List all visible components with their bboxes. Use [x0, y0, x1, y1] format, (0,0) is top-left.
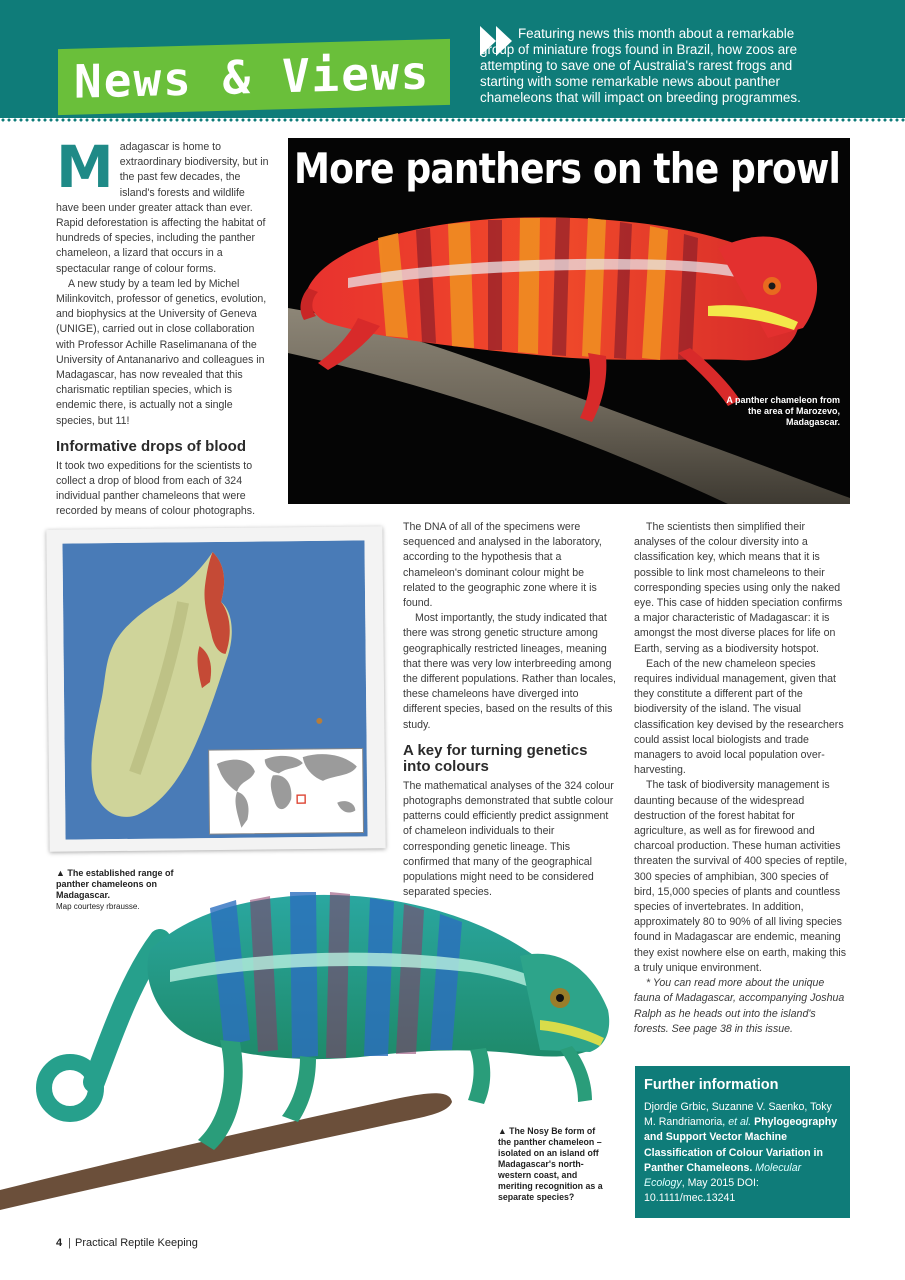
caption-arrow-icon: ▲ — [56, 868, 68, 878]
citation-etal: et al. — [728, 1116, 752, 1129]
paragraph: Most importantly, the study indicated that there was strong genetic structure among geographically restricted lineages, meaning that there was very low interbreeding among the different populations. Rather than locales, these chameleons have diverged into different species, based on the results of this study. — [403, 612, 616, 731]
caption-arrow-icon: ▲ — [498, 1126, 510, 1136]
article-column-1 — [56, 133, 270, 520]
citation-details: , May 2015 DOI: 10.1111/mec.13241 — [644, 1177, 759, 1205]
hero-caption: A panther chameleon from the area of Marozevo, Madagascar. — [726, 395, 840, 427]
paragraph: The DNA of all of the specimens were sequenced and analysed in the laboratory, according to the hypothesis that a chameleon's dominant colour might be related to the geographic zone where it is found. — [403, 521, 602, 610]
intro-paragraph — [56, 133, 270, 277]
citation-authors: Djordje Grbic, Suzanne V. Saenko, Toky M. Randriamoria, — [644, 1101, 832, 1129]
paragraph: The task of biodiversity management is daunting because of the widespread destruction of the forest habitat for agriculture, as well as for firewood and charcoal production. These human activities threaten the survival of 400 species of reptile, 300 species of amphibian, 300 species of bird, 15,000 species of plants and countless species of invertebrates. In addition, approximately 80 to 90% of all living species found in Madagascar are endemic, meaning they exist nowhere else on earth, making this a truly unique environment. — [634, 779, 848, 974]
citation-title: Phylogeography and Support Vector Machine Classification of Colour Variation in Panther Chameleons. — [644, 1116, 838, 1174]
green-caption-text: The Nosy Be form of the panther chameleon – isolated on an island off Madagascar's north-western coast, and meriting recognition as a separate species? — [498, 1126, 603, 1202]
citation-journal: Molecular Ecology — [644, 1161, 802, 1190]
section-logo-text: News & Views — [74, 45, 431, 109]
madagascar-map — [46, 526, 385, 852]
section-logo — [58, 39, 450, 115]
article-title: More panthers on the prowl — [294, 144, 840, 193]
article-column-2 — [403, 520, 617, 900]
subheading-blood: Informative drops of blood — [56, 437, 246, 455]
further-info-heading: Further information — [644, 1077, 779, 1093]
section-teaser: Featuring news this month about a remarkable group of miniature frogs found in Brazil, how zoos are attempting to save one of Australia's rarest frogs and starting with some remarkable news about panther chameleons that will impact on breeding programmes. — [480, 26, 801, 105]
cross-reference-note: * You can read more about the unique fauna of Madagascar, accompanying Joshua Ralph as he heads out into the island's forests. See page 38 in this issue. — [634, 977, 845, 1035]
dropcap: M — [56, 133, 114, 201]
further-info-citation — [644, 1100, 841, 1206]
page-number: 4 — [56, 1237, 63, 1249]
header-band — [0, 0, 905, 122]
intro-text: adagascar is home to extraordinary biodiversity, but in the past few decades, the island's forests and wildlife have been under greater attack than ever. Rapid deforestation is affecting the habitat of hundreds of species, including the panther chameleon, a lizard that occurs in a spectacular range of colour forms. — [56, 141, 269, 275]
subheading-genetics: A key for turning genetics into colours — [403, 741, 588, 775]
magazine-name: Practical Reptile Keeping — [74, 1237, 198, 1249]
article-column-3 — [634, 520, 848, 1037]
paragraph: The scientists then simplified their analyses of the colour diversity into a classification key, which means that it is possible to link most chameleons to their corresponding species using only the naked eye. This case of hidden speciation confirms a major characteristic of Madagascar: it is amongst the most diverse places for life on Earth, serving as a biodiversity hotspot. — [634, 521, 843, 655]
header-divider — [0, 118, 905, 122]
paragraph: A new study by a team led by Michel Milinkovitch, professor of genetics, evolution, and biophysics at the University of Geneva (UNIGE), carried out in close collaboration with Professor Achille Raselimanana of the University of Antananarivo and colleagues in Madagascar, has now revealed that this charismatic reptilian species, which is endemic there, is actually not a single species, but 11! — [56, 277, 267, 427]
hero-photo — [288, 138, 850, 504]
green-chameleon-caption — [498, 1126, 610, 1203]
paragraph: The mathematical analyses of the 324 colour photographs demonstrated that subtle colour patterns could efficiently predict assignment of chameleon individuals to their corresponding genetic lineage. This confirmed that many of the geographical populations might need to be considered separated species. — [403, 779, 614, 899]
page-footer — [56, 1237, 198, 1249]
paragraph: It took two expeditions for the scientists to collect a drop of blood from each of 324 individual panther chameleons that were recorded by means of colour photographs. — [56, 459, 256, 518]
paragraph: Each of the new chameleon species requires individual management, given that they constitute a different part of the biodiversity of the island. The visual classification key devised by the researchers could assist local biologists and trade managers to avoid local population over-harvesting. — [634, 657, 844, 777]
further-info-box — [635, 1066, 850, 1218]
map-credit: Map courtesy rbrausse. — [56, 902, 140, 911]
map-caption-text: The established range of panther chameleons on Madagascar. — [56, 868, 174, 900]
map-illustration — [62, 540, 367, 839]
footer-separator: | — [68, 1237, 71, 1249]
